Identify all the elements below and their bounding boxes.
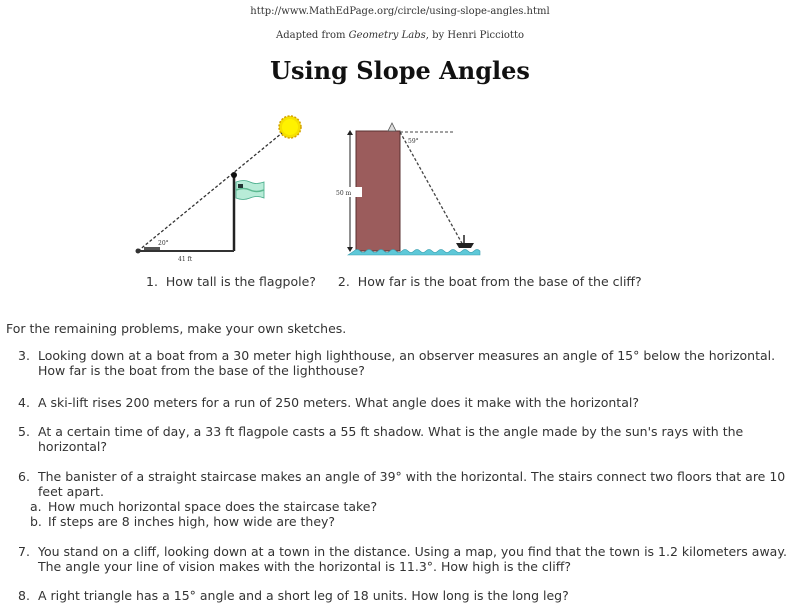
problem-text: At a certain time of day, a 33 ft flagpole casts a 55 ft shadow. What is the angle made by the sun's rays with the horizontal? — [38, 424, 744, 454]
sub-label: a. — [30, 499, 42, 514]
flagpole-diagram — [130, 105, 310, 265]
problem-text: The banister of a straight staircase makes an angle of 39° with the horizontal. The stairs connect two floors that are 10 feet apart. — [38, 469, 786, 499]
caption-2-num: 2. — [337, 274, 350, 289]
problem-5 — [18, 424, 788, 454]
angle-label: 20° — [158, 240, 169, 247]
angle-label: 59° — [408, 138, 419, 145]
caption-1-text: How tall is the flagpole? — [165, 274, 316, 289]
person-icon — [388, 123, 396, 131]
problem-4 — [18, 395, 788, 410]
problem-text: A right triangle has a 15° angle and a short leg of 18 units. How long is the long leg? — [38, 588, 569, 603]
problem-text: Looking down at a boat from a 30 meter high lighthouse, an observer measures an angle of 15° below the horizontal. How far is the boat from the base of the lighthouse? — [38, 348, 776, 378]
problem-6 — [18, 469, 788, 529]
sub-label: b. — [30, 514, 42, 529]
cliff-diagram — [330, 115, 490, 265]
problem-text: A ski-lift rises 200 meters for a run of 250 meters. What angle does it make with the horizontal? — [38, 395, 639, 410]
height-label: 50 m — [336, 190, 352, 197]
credit-book: Geometry Labs — [348, 30, 426, 41]
intro-text: For the remaining problems, make your own sketches. — [6, 321, 347, 336]
sub-question-a — [30, 499, 788, 514]
caption-2-text: How far is the boat from the base of the cliff? — [357, 274, 642, 289]
sub-text: If steps are 8 inches high, how wide are they? — [48, 514, 336, 529]
problem-number: 3. — [18, 348, 30, 363]
problem-8 — [18, 588, 788, 603]
problem-number: 8. — [18, 588, 30, 603]
distance-label: 41 ft — [178, 256, 193, 263]
page-title: Using Slope Angles — [270, 56, 530, 85]
problem-number: 5. — [18, 424, 30, 439]
problem-7 — [18, 544, 788, 574]
sub-question-b — [30, 514, 788, 529]
page-url: http://www.MathEdPage.org/circle/using-slope-angles.html — [250, 6, 550, 17]
water — [348, 250, 480, 256]
problem-number: 7. — [18, 544, 30, 559]
problem-3 — [18, 348, 788, 378]
problem-number: 6. — [18, 469, 30, 484]
credit-line — [0, 30, 800, 41]
credit-suffix: , by Henri Picciotto — [425, 30, 524, 41]
caption-1-num: 1. — [146, 274, 158, 289]
flag-icon — [236, 181, 264, 200]
credit-prefix: Adapted from — [276, 30, 349, 41]
sub-text: How much horizontal space does the staircase take? — [48, 499, 378, 514]
problem-text: You stand on a cliff, looking down at a town in the distance. Using a map, you find that the town is 1.2 kilometers away. The angle your line of vision makes with the horizontal is 11.3°. How high is the cliff? — [38, 544, 787, 574]
figure-captions — [146, 274, 642, 289]
problem-number: 4. — [18, 395, 30, 410]
sun-icon — [279, 116, 301, 138]
